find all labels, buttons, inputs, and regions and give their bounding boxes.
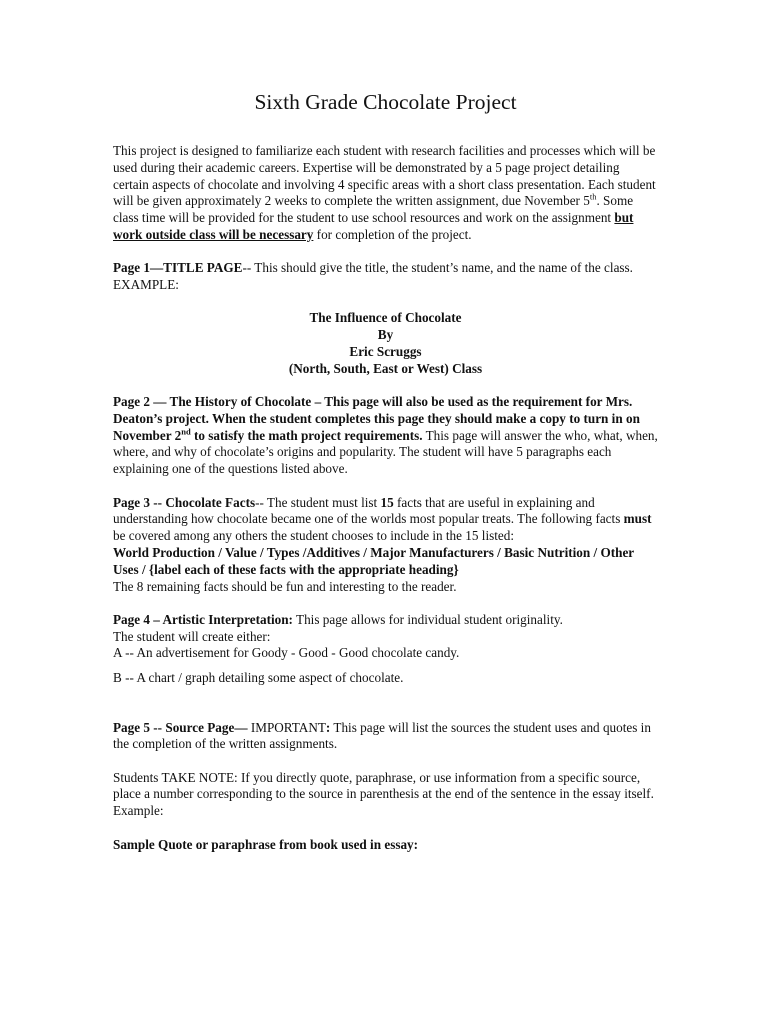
page1-label: Page 1—TITLE PAGE: [113, 260, 243, 276]
page1-paragraph: [113, 260, 658, 294]
page2-text: This page will answer the who, what, when, where, and why of chocolate’s origins and popularity. The student will have 5 paragraphs each explaining one of the questions listed above.: [113, 427, 658, 477]
blank-spacer: [113, 662, 658, 670]
page2-bold-a: Page 2 — The History of Chocolate – This page will also be used as the requirement for Mrs. Deaton’s project. When the student completes this page they should make a copy to turn in on November 2: [113, 394, 640, 443]
page3-label: Page 3 -- Chocolate Facts: [113, 494, 256, 510]
page2-bold-b: to satisfy the math project requirements.: [190, 427, 423, 443]
intro-superscript: th: [589, 192, 597, 202]
page4-option-b: B -- A chart / graph detailing some aspect of chocolate.: [113, 670, 404, 686]
intro-text-c: for completion of the project.: [313, 226, 472, 242]
page3-remaining: The 8 remaining facts should be fun and interesting to the reader.: [113, 578, 457, 594]
page5-text-a: IMPORTANT: [247, 719, 326, 735]
sample-quote-heading: Sample Quote or paraphrase from book used in essay:: [113, 836, 419, 852]
document-page: [113, 88, 658, 870]
page5-label: Page 5 -- Source Page: [113, 719, 235, 735]
intro-paragraph: [113, 143, 658, 244]
example-name-line: Eric Scruggs: [349, 343, 422, 359]
title-example: [113, 310, 658, 377]
page-title: Sixth Grade Chocolate Project: [254, 90, 517, 114]
page4-paragraph: [113, 612, 658, 687]
page3-text-b: facts that are useful in explaining and understanding how chocolate became one of the worlds most popular treats. The following facts: [113, 494, 624, 527]
page3-count: 15: [380, 494, 394, 510]
spacer: [113, 704, 658, 720]
page4-option-a: A -- An advertisement for Goody - Good - Good chocolate candy.: [113, 645, 460, 661]
example-by-line: By: [377, 327, 394, 343]
page1-text: -- This should give the title, the student’s name, and the name of the class. EXAMPLE:: [113, 260, 633, 293]
intro-emphasis: but work outside class will be necessary: [113, 210, 634, 242]
page2-paragraph: [113, 394, 658, 478]
page3-paragraph: [113, 495, 658, 596]
page2-superscript: nd: [181, 426, 191, 437]
page5-paragraph: [113, 720, 658, 754]
page4-text: This page allows for individual student originality.: [292, 611, 563, 627]
page4-label: Page 4 – Artistic Interpretation:: [113, 611, 293, 627]
example-class-line: (North, South, East or West) Class: [288, 360, 483, 376]
page3-text-a: -- The student must list: [255, 494, 381, 510]
page5-dash: —: [234, 719, 248, 735]
example-title-line: The Influence of Chocolate: [309, 310, 462, 326]
page5-text-b: This page will list the sources the student uses and quotes in the completion of the written assignments.: [113, 719, 651, 752]
page3-must: must: [623, 511, 652, 527]
page5-colon: :: [325, 719, 331, 735]
intro-text-a: This project is designed to familiarize each student with research facilities and processes which will be used during their academic careers. Expertise will be demonstrated by a 5 page project detailing certain aspects of chocolate and involving 4 specific areas with a short class presentation. Each student will be given approximately 2 weeks to complete the written assignment, due November 5: [113, 143, 656, 209]
page3-required-facts: World Production / Value / Types /Additives / Major Manufacturers / Basic Nutrition / Other Uses / {label each of these facts with the appropriate heading}: [113, 544, 634, 577]
page4-line2: The student will create either:: [113, 628, 271, 644]
take-note-paragraph: Students TAKE NOTE: If you directly quote, paraphrase, or use information from a specific source, place a number corresponding to the source in parenthesis at the end of the sentence in the essay itself. Example:: [113, 769, 654, 819]
intro-text-b: . Some class time will be provided for the student to use school resources and work on the assignment: [113, 193, 634, 226]
page3-text-c: be covered among any others the student chooses to include in the 15 listed:: [113, 528, 515, 544]
